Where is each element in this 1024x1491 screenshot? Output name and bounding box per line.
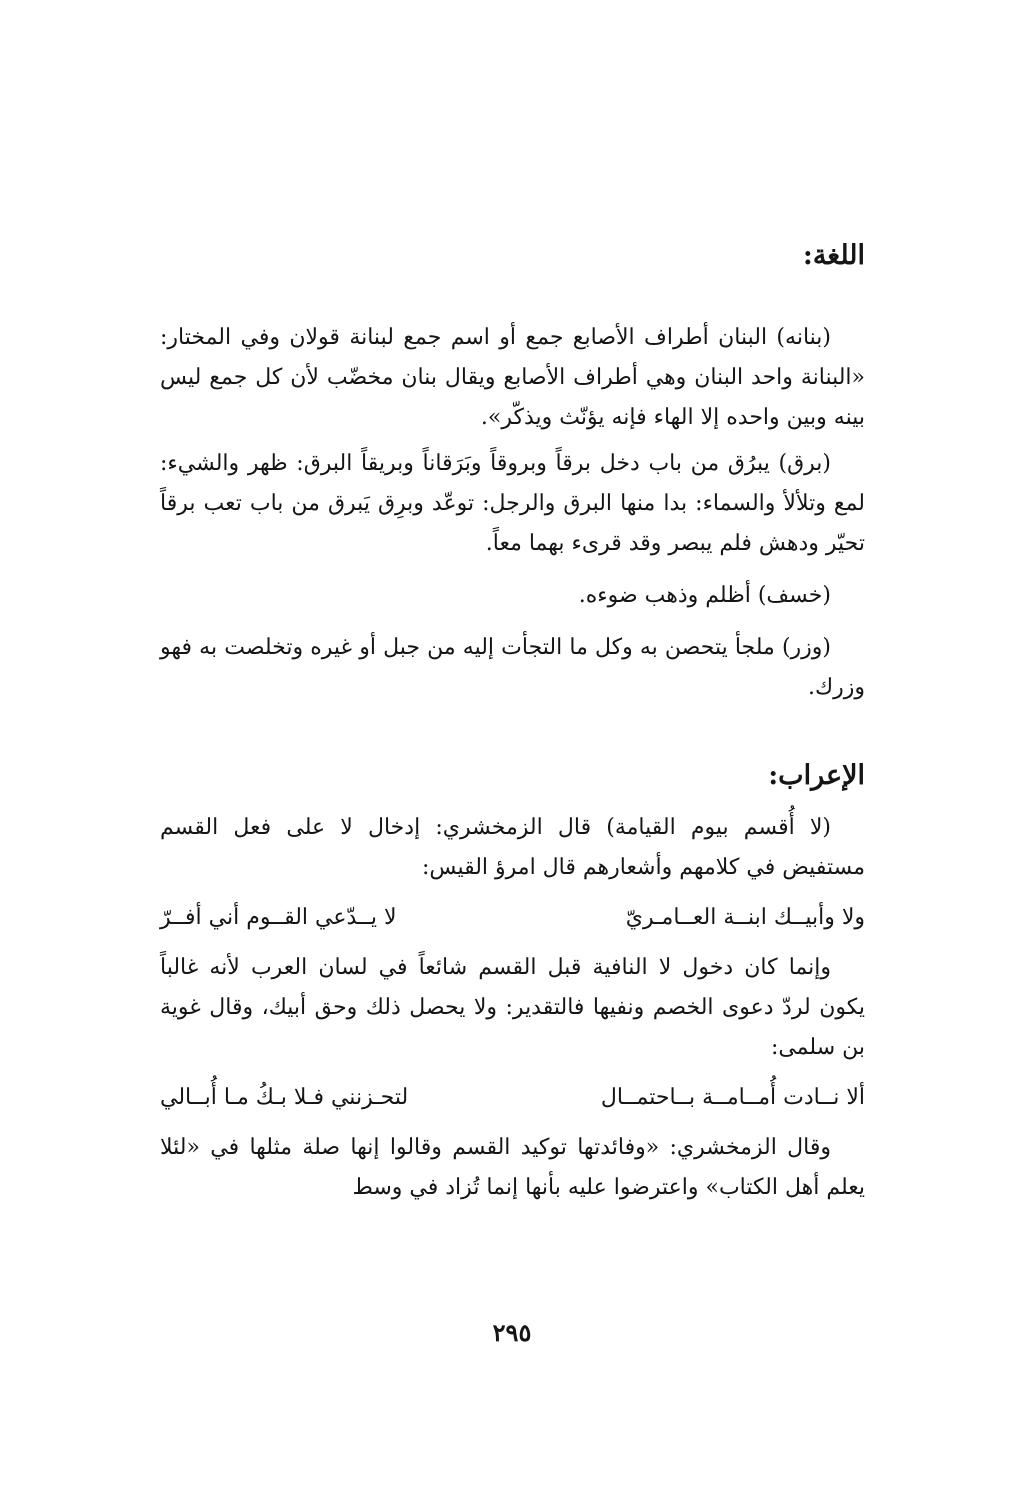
entry-banan: (بنانه) البنان أطراف الأصابع جمع أو اسم جمع لبنانة قولان وفي المختار: «البنانة واحد البنان وهي أطراف الأصابع ويقال بنان مخضّب لأن كل جمع ليس بينه وبين واحده إلا الهاء فإنه يؤنّث ويذكّر».: [160, 325, 865, 430]
verse-1-second-hemistich: لا يــدّعي القــوم أني أفــرّ: [160, 905, 397, 930]
verse-2-first-hemistich: ألا نــادت أُمــامــة بــاحتمــال: [600, 1085, 865, 1110]
verse-2-second-hemistich: لتحـزنني فـلا بـكُ مـا أُبــالي: [160, 1085, 409, 1110]
verse-1-first-hemistich: ولا وأبيــك ابنــة العــامـريّ: [625, 905, 865, 930]
heading-syntax: الإعراب:: [768, 760, 865, 791]
verse-imru-al-qais: [160, 898, 865, 938]
page-number: ٢٩٥: [492, 1318, 532, 1347]
entry-khasaf: (خسف) أظلم وذهب ضوءه.: [578, 583, 831, 608]
heading-language: اللغة:: [802, 240, 865, 271]
verse-ghawiya: [160, 1078, 865, 1118]
entry-wazar: (وزر) ملجأ يتحصن به وكل ما التجأت إليه من جبل أو غيره وتخلصت به فهو وزرك.: [160, 635, 865, 700]
syntax-paragraph-1: (لا أُقسم بيوم القيامة) قال الزمخشري: إدخال لا على فعل القسم مستفيض في كلامهم وأشعارهم قال امرؤ القيس:: [160, 815, 865, 880]
syntax-paragraph-2: وإنما كان دخول لا النافية قبل القسم شائعاً في لسان العرب لأنه غالباً يكون لردّ دعوى الخصم ونفيها فالتقدير: ولا يحصل ذلك وحق أبيك، وقال غوية بن سلمى:: [160, 955, 865, 1060]
page-body: [160, 236, 865, 1208]
syntax-paragraph-3: وقال الزمخشري: «وفائدتها توكيد القسم وقالوا إنها صلة مثلها في «لئلا يعلم أهل الكتاب» واعترضوا عليه بأنها إنما تُزاد في وسط: [160, 1135, 865, 1200]
entry-barq: (برق) يبرُق من باب دخل برقاً وبروقاً وبَرَقاناً وبريقاً البرق: ظهر والشيء: لمع وتلألأ والسماء: بدا منها البرق والرجل: توعّد وبرِق يَبرق من باب تعب برقاً تحيّر ودهش فلم يبصر وقد قرىء بهما معاً.: [160, 451, 865, 556]
